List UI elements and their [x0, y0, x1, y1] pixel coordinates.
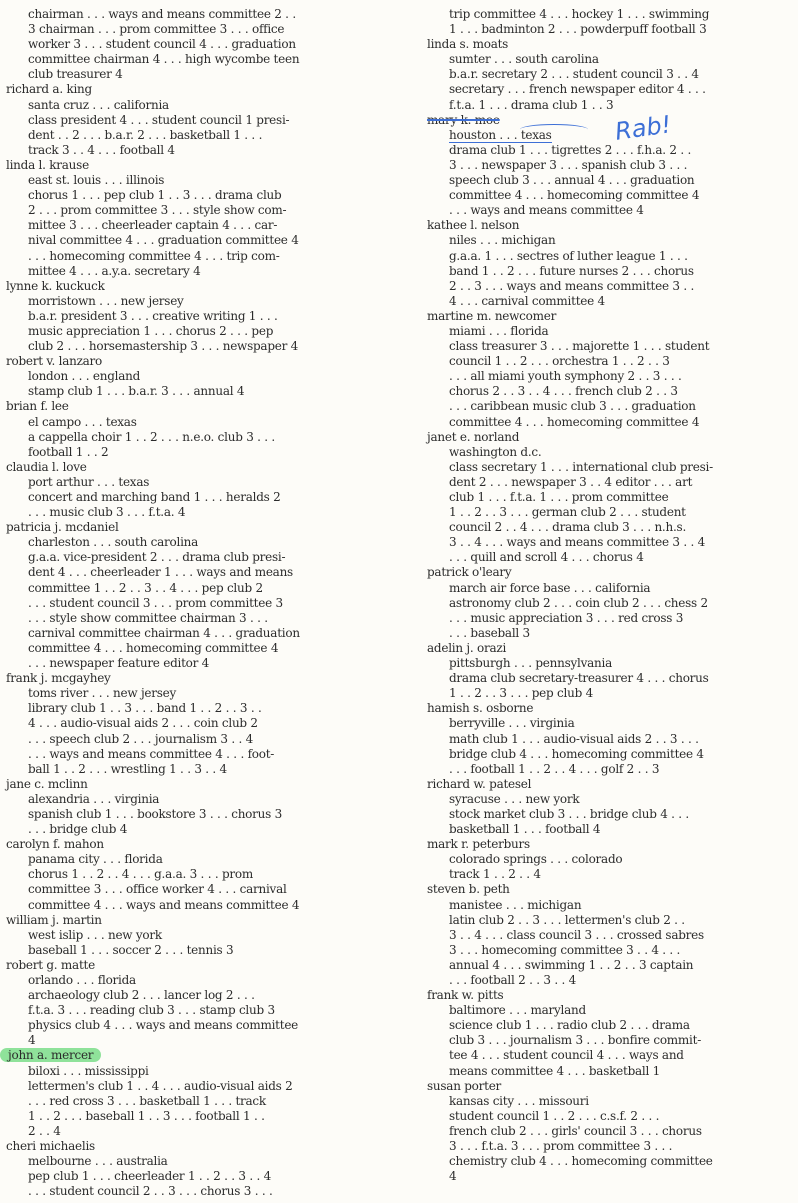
entry-line: 4 — [449, 1169, 457, 1184]
entry-line: football 1 . . 2 — [28, 444, 109, 459]
entry-line: . . . quill and scroll 4 . . . chorus 4 — [449, 550, 644, 565]
entry-line: basketball 1 . . . football 4 — [449, 822, 601, 837]
entry-line: class president 4 . . . student council 1 presi- — [28, 112, 290, 127]
entry-line: council 1 . . 2 . . . orchestra 1 . . 2 . . 3 — [449, 354, 670, 369]
entry-line: club 2 . . . horsemastership 3 . . . newspaper 4 — [28, 339, 299, 354]
entry-line: f.t.a. 3 . . . reading club 3 . . . stamp club 3 — [28, 1003, 275, 1018]
entry-line: music appreciation 1 . . . chorus 2 . . . pep — [28, 323, 274, 338]
entry-line: 2 . . 3 . . . ways and means committee 3 . . — [449, 278, 695, 293]
student-name: robert v. lanzaro — [6, 354, 103, 369]
entry-line: 1 . . . badminton 2 . . . powderpuff football 3 — [449, 22, 707, 37]
student-name: martine m. newcomer — [427, 308, 557, 323]
entry-line: lettermen's club 1 . . 4 . . . audio-visual aids 2 — [28, 1078, 293, 1093]
student-name: cheri michaelis — [6, 1139, 95, 1154]
entry-line: library club 1 . . 3 . . . band 1 . . 2 . . 3 . . — [28, 701, 262, 716]
entry-line: f.t.a. 1 . . . drama club 1 . . 3 — [449, 97, 614, 112]
entry-line: colorado springs . . . colorado — [449, 852, 623, 867]
entry-line: class secretary 1 . . . international club presi- — [449, 459, 713, 474]
entry-line: . . . football 2 . . 3 . . 4 — [449, 973, 576, 987]
student-name: steven b. peth — [427, 882, 510, 897]
student-name: linda s. moats — [427, 37, 509, 52]
entry-line: morristown . . . new jersey — [28, 293, 184, 308]
entry-line: 3 . . . homecoming committee 3 . . 4 . . . — [449, 942, 681, 957]
entry-line: . . . ways and means committee 4 — [449, 203, 644, 218]
student-name: john a. mercer — [6, 1048, 378, 1063]
entry-line: stamp club 1 . . . b.a.r. 3 . . . annual 4 — [28, 384, 245, 399]
entry-line: chairman . . . ways and means committee 2 . . — [28, 7, 296, 21]
entry-line: niles . . . michigan — [449, 233, 556, 248]
student-name: kathee l. nelson — [427, 218, 520, 233]
entry-line: committee 3 . . . office worker 4 . . . carnival — [28, 882, 287, 897]
entry-line: . . . ways and means committee 4 . . . foot- — [28, 746, 275, 761]
entry-line: melbourne . . . australia — [28, 1154, 168, 1169]
student-name: patricia j. mcdaniel — [6, 520, 119, 535]
entry-line: alexandria . . . virginia — [28, 791, 160, 806]
student-name: richard w. patesel — [427, 776, 532, 791]
entry-line: biloxi . . . mississippi — [28, 1063, 149, 1078]
entry-line: council 2 . . 4 . . . drama club 3 . . . n.h.s. — [449, 520, 687, 535]
entry-line: 3 . . 4 . . . class council 3 . . . crossed sabres — [449, 927, 704, 942]
entry-line: pittsburgh . . . pennsylvania — [449, 656, 612, 671]
student-name: claudia l. love — [6, 459, 87, 474]
student-name: carolyn f. mahon — [6, 837, 104, 852]
entry-line: speech club 3 . . . annual 4 . . . graduation — [449, 173, 695, 188]
right-column — [427, 7, 793, 1184]
entry-line: dent . . 2 . . . b.a.r. 2 . . . basketball 1 . . . — [28, 127, 263, 142]
entry-line: g.a.a. 1 . . . sectres of luther league 1 . . . — [449, 248, 688, 263]
entry-line: panama city . . . florida — [28, 852, 163, 867]
student-name: robert g. matte — [6, 957, 95, 972]
entry-line: ball 1 . . 2 . . . wrestling 1 . . 3 . . 4 — [28, 761, 227, 776]
entry-line: annual 4 . . . swimming 1 . . 2 . . 3 captain — [449, 957, 694, 972]
student-name: susan porter — [427, 1078, 502, 1093]
entry-line: committee 1 . . 2 . . 3 . . 4 . . . pep club 2 — [28, 580, 263, 595]
entry-line: student council 1 . . 2 . . . c.s.f. 2 . . . — [449, 1108, 660, 1123]
entry-line: . . . music appreciation 3 . . . red cross 3 — [449, 610, 684, 625]
student-name: jane c. mclinn — [6, 776, 88, 791]
entry-line: a cappella choir 1 . . 2 . . . n.e.o. club 3 . . . — [28, 429, 275, 444]
entry-line: . . . red cross 3 . . . basketball 1 . . . track — [28, 1093, 266, 1108]
entry-line: berryville . . . virginia — [449, 716, 575, 731]
entry-line: . . . style show committee chairman 3 . . . — [28, 610, 268, 625]
entry-line: 3 . . . newspaper 3 . . . spanish club 3 . . . — [449, 157, 688, 172]
entry-line: committee 4 . . . homecoming committee 4 — [28, 640, 279, 655]
entry-line: worker 3 . . . student council 4 . . . graduation — [28, 37, 296, 52]
entry-line: london . . . england — [28, 369, 141, 384]
entry-line: track 1 . . 2 . . 4 — [449, 867, 541, 882]
entry-line: kansas city . . . missouri — [449, 1093, 589, 1108]
student-name: frank w. pitts — [427, 988, 504, 1003]
entry-line: mittee 4 . . . a.y.a. secretary 4 — [28, 263, 201, 278]
entry-line: tee 4 . . . student council 4 . . . ways and — [449, 1048, 684, 1063]
entry-line: g.a.a. vice-president 2 . . . drama club presi- — [28, 550, 286, 565]
entry-line: baseball 1 . . . soccer 2 . . . tennis 3 — [28, 942, 234, 957]
entry-line: spanish club 1 . . . bookstore 3 . . . chorus 3 — [28, 806, 282, 821]
entry-line: syracuse . . . new york — [449, 791, 580, 806]
entry-line: chorus 1 . . 2 . . 4 . . . g.a.a. 3 . . . prom — [28, 867, 253, 882]
entry-line: . . . speech club 2 . . . journalism 3 . . 4 — [28, 731, 253, 746]
entry-line: . . . all miami youth symphony 2 . . 3 . . . — [449, 369, 682, 384]
entry-line: march air force base . . . california — [449, 580, 651, 595]
entry-line: west islip . . . new york — [28, 927, 162, 942]
entry-line: miami . . . florida — [449, 323, 549, 338]
entry-line: . . . student council 3 . . . prom committee 3 — [28, 595, 283, 610]
entry-line: b.a.r. secretary 2 . . . student council 3 . . 4 — [449, 67, 699, 82]
student-name: richard a. king — [6, 82, 92, 97]
entry-line: track 3 . . 4 . . . football 4 — [28, 142, 175, 157]
student-name: brian f. lee — [6, 399, 69, 414]
entry-line: latin club 2 . . 3 . . . lettermen's club 2 . . — [449, 912, 685, 927]
student-name: mary k. moe — [427, 112, 500, 127]
entry-line: . . . baseball 3 — [449, 625, 530, 640]
left-column — [6, 7, 378, 1199]
entry-line: committee 4 . . . homecoming committee 4 — [449, 414, 700, 429]
entry-line: drama club 1 . . . tigrettes 2 . . . f.h.a. 2 . . — [449, 142, 692, 157]
entry-line: dent 2 . . . newspaper 3 . . 4 editor . . . art — [449, 474, 693, 489]
entry-line: . . . music club 3 . . . f.t.a. 4 — [28, 505, 186, 520]
entry-line: committee 4 . . . homecoming committee 4 — [449, 188, 700, 203]
entry-line: chorus 1 . . . pep club 1 . . 3 . . . drama club — [28, 188, 282, 203]
entry-line: drama club secretary-treasurer 4 . . . chorus — [449, 671, 709, 686]
entry-line: 4 . . . audio-visual aids 2 . . . coin club 2 — [28, 716, 258, 731]
entry-line: . . . newspaper feature editor 4 — [28, 656, 210, 671]
entry-line: carnival committee chairman 4 . . . graduation — [28, 625, 300, 640]
student-name: lynne k. kuckuck — [6, 278, 105, 293]
entry-line: orlando . . . florida — [28, 973, 136, 987]
entry-line: club 3 . . . journalism 3 . . . bonfire commit- — [449, 1033, 702, 1048]
entry-line: stock market club 3 . . . bridge club 4 . . . — [449, 806, 689, 821]
entry-line: toms river . . . new jersey — [28, 686, 177, 701]
entry-line: manistee . . . michigan — [449, 897, 582, 912]
entry-line: physics club 4 . . . ways and means committee — [28, 1018, 299, 1033]
student-name: hamish s. osborne — [427, 701, 534, 716]
entry-line: 1 . . 2 . . 3 . . . pep club 4 — [449, 686, 593, 701]
entry-line: port arthur . . . texas — [28, 474, 150, 489]
student-name: adelin j. orazi — [427, 640, 507, 655]
entry-line: santa cruz . . . california — [28, 97, 169, 112]
entry-line: math club 1 . . . audio-visual aids 2 . . 3 . . . — [449, 731, 699, 746]
entry-line: east st. louis . . . illinois — [28, 173, 165, 188]
entry-line: band 1 . . 2 . . . future nurses 2 . . . chorus — [449, 263, 694, 278]
student-name: mark r. peterburs — [427, 837, 530, 852]
entry-line: chemistry club 4 . . . homecoming committee — [449, 1154, 713, 1169]
entry-line: . . . football 1 . . 2 . . 4 . . . golf 2 . . 3 — [449, 761, 660, 776]
entry-line: b.a.r. president 3 . . . creative writing 1 . . . — [28, 308, 278, 323]
entry-line: astronomy club 2 . . . coin club 2 . . . chess 2 — [449, 595, 708, 610]
entry-line: 4 — [28, 1033, 36, 1048]
student-name: linda l. krause — [6, 157, 89, 172]
entry-line: committee 4 . . . ways and means committee 4 — [28, 897, 300, 912]
entry-line: archaeology club 2 . . . lancer log 2 . . . — [28, 988, 255, 1003]
entry-line: bridge club 4 . . . homecoming committee 4 — [449, 746, 704, 761]
entry-line: 2 . . . prom committee 3 . . . style show com- — [28, 203, 287, 218]
entry-line: pep club 1 . . . cheerleader 1 . . 2 . . 3 . . 4 — [28, 1169, 271, 1184]
entry-line: washington d.c. — [449, 444, 542, 459]
entry-line: chorus 2 . . 3 . . 4 . . . french club 2 . . 3 — [449, 384, 678, 399]
student-name: janet e. norland — [427, 429, 520, 444]
entry-line: sumter . . . south carolina — [449, 52, 599, 67]
entry-line: 2 . . 4 — [28, 1123, 61, 1138]
entry-line: dent 4 . . . cheerleader 1 . . . ways and means — [28, 565, 293, 580]
entry-line: el campo . . . texas — [28, 414, 137, 429]
entry-line: secretary . . . french newspaper editor 4 . . . — [449, 82, 706, 97]
entry-line: houston . . . texas — [449, 127, 552, 142]
entry-line: club 1 . . . f.t.a. 1 . . . prom committee — [449, 490, 669, 504]
entry-line: trip committee 4 . . . hockey 1 . . . swimming — [449, 7, 710, 21]
entry-line: charleston . . . south carolina — [28, 535, 199, 550]
entry-line: 3 . . 4 . . . ways and means committee 3 . . 4 — [449, 535, 705, 550]
entry-line: 1 . . 2 . . 3 . . . german club 2 . . . student — [449, 505, 686, 520]
student-name: patrick o'leary — [427, 565, 512, 580]
entry-line: 3 . . . f.t.a. 3 . . . prom committee 3 . . . — [449, 1139, 673, 1154]
entry-line: 4 . . . carnival committee 4 — [449, 293, 605, 308]
entry-line: french club 2 . . . girls' council 3 . . . chorus — [449, 1123, 702, 1138]
entry-line: class treasurer 3 . . . majorette 1 . . . student — [449, 339, 710, 354]
entry-line: club treasurer 4 — [28, 67, 123, 82]
entry-line: science club 1 . . . radio club 2 . . . drama — [449, 1018, 690, 1033]
student-name: frank j. mcgayhey — [6, 671, 111, 686]
entry-line: . . . student council 2 . . 3 . . . chorus 3 . . . — [28, 1184, 273, 1199]
entry-line: committee chairman 4 . . . high wycombe teen — [28, 52, 300, 67]
handwritten-signature: Rab! — [613, 110, 673, 146]
entry-line: . . . caribbean music club 3 . . . graduation — [449, 399, 696, 414]
entry-line: nival committee 4 . . . graduation committee 4 — [28, 233, 299, 248]
pen-mark — [520, 124, 588, 135]
entry-line: means committee 4 . . . basketball 1 — [449, 1063, 661, 1078]
entry-line: mittee 3 . . . cheerleader captain 4 . . . car- — [28, 218, 278, 233]
student-name: william j. martin — [6, 912, 102, 927]
entry-line: . . . homecoming committee 4 . . . trip com- — [28, 248, 280, 263]
entry-line: . . . bridge club 4 — [28, 822, 128, 837]
entry-line: 3 chairman . . . prom committee 3 . . . office — [28, 22, 285, 37]
entry-line: concert and marching band 1 . . . heralds 2 — [28, 490, 281, 504]
entry-line: 1 . . 2 . . . baseball 1 . . 3 . . . football 1 . . — [28, 1108, 265, 1123]
entry-line: baltimore . . . maryland — [449, 1003, 586, 1018]
